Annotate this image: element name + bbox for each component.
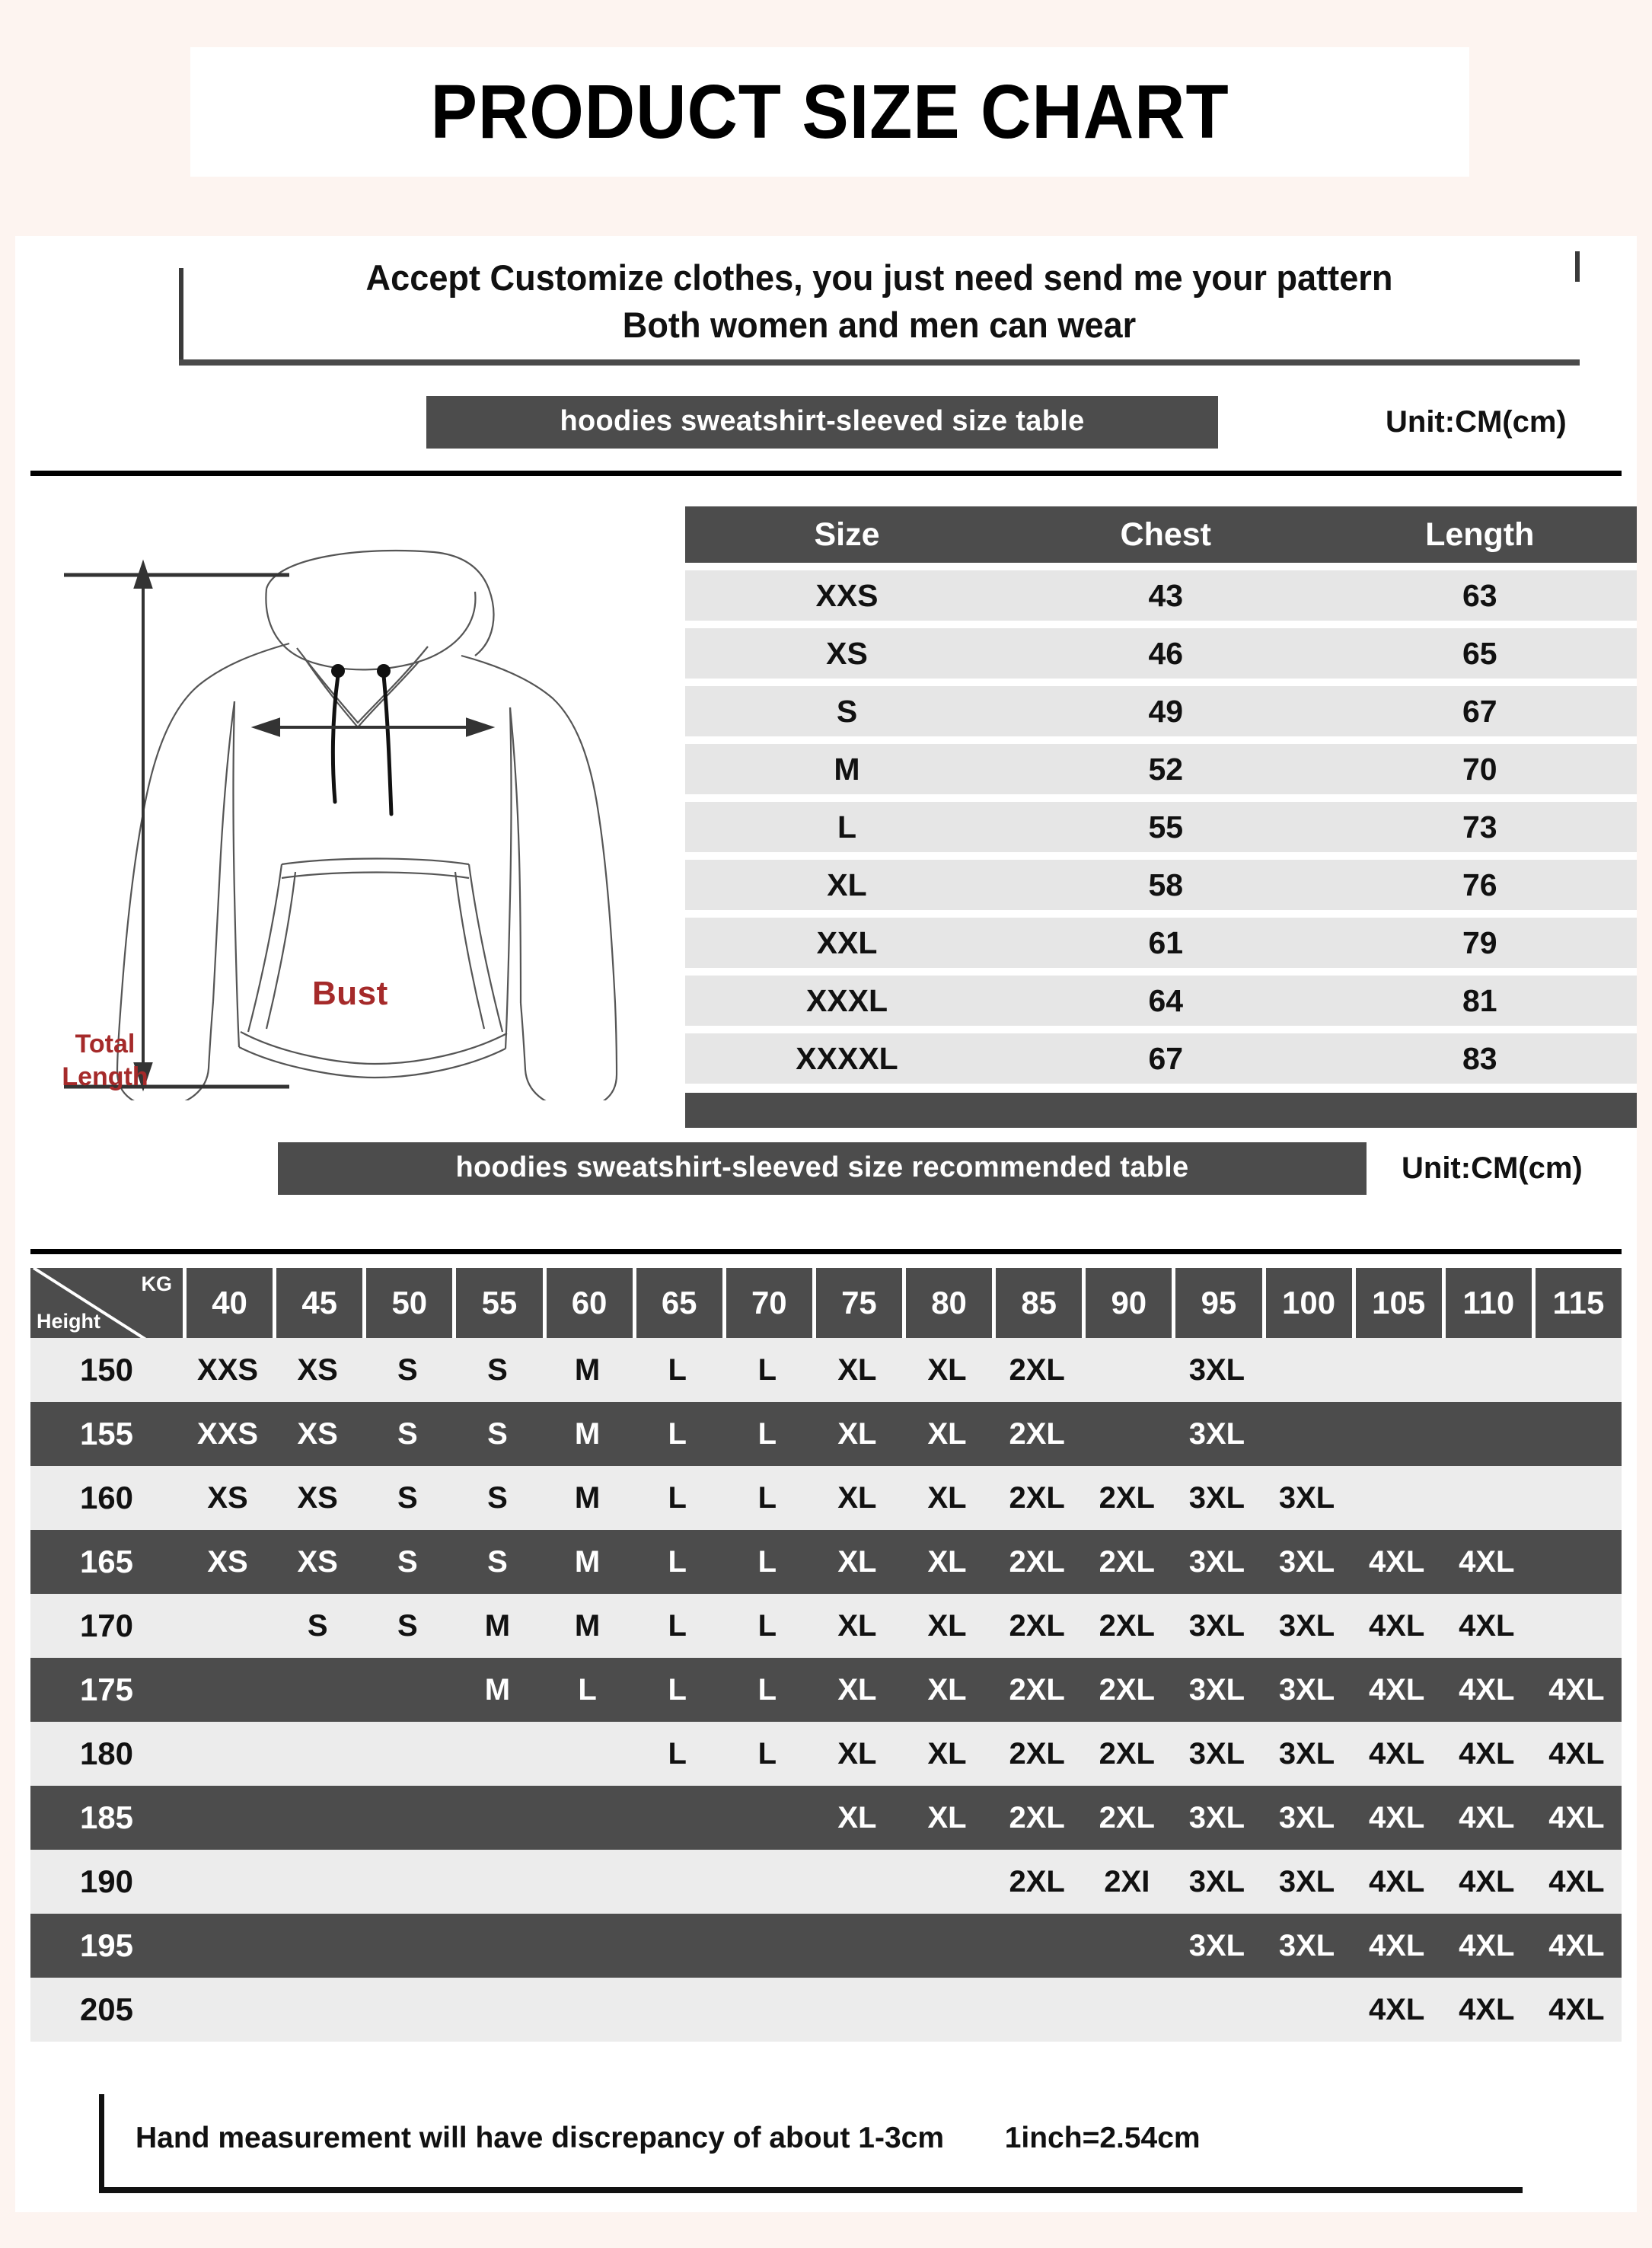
rec-size-cell: XS [207, 1544, 248, 1579]
height-header-cell: 155 [79, 1416, 134, 1451]
weight-header-cell: 95 [1175, 1268, 1261, 1338]
chest-cell: 43 [1009, 570, 1323, 621]
rec-size-cell: L [757, 1608, 777, 1643]
drawstring-grommet-right [377, 664, 391, 678]
rec-size-cell: 3XL [1278, 1608, 1335, 1643]
rec-size-cell: XL [837, 1416, 877, 1451]
weight-header-cell: 100 [1266, 1268, 1352, 1338]
rec-size-cell: 3XL [1278, 1928, 1335, 1962]
rec-grid-row [30, 1850, 1622, 1914]
rec-size-cell: L [668, 1608, 687, 1643]
rec-corner-kg-label: KG [141, 1272, 172, 1295]
page-title: PRODUCT SIZE CHART [430, 69, 1229, 155]
weight-header-cell: 40 [187, 1268, 273, 1338]
rec-size-cell: 3XL [1188, 1608, 1245, 1643]
weight-header-cell: 60 [547, 1268, 633, 1338]
rec-size-cell: L [668, 1672, 687, 1707]
rec-size-cell: 3XL [1188, 1480, 1245, 1515]
rec-size-cell: S [487, 1544, 508, 1579]
rec-size-cell: L [668, 1544, 687, 1579]
rec-size-cell: 4XL [1459, 1864, 1515, 1898]
chest-cell: 49 [1009, 686, 1323, 736]
table-row [685, 976, 1637, 1026]
rec-size-cell: XS [297, 1416, 338, 1451]
rec-size-cell: XL [927, 1608, 967, 1643]
footer-conversion-text: 1inch=2.54cm [1004, 2122, 1201, 2154]
rec-size-cell: 4XL [1548, 1800, 1605, 1834]
rec-size-cell: 3XL [1188, 1352, 1245, 1387]
note-bottom-rule [179, 359, 1580, 366]
rec-size-cell: XL [837, 1480, 877, 1515]
rec-grid-row [30, 1338, 1622, 1402]
rec-grid-row [30, 1786, 1622, 1850]
rec-size-cell: S [397, 1352, 418, 1387]
length-cell: 65 [1323, 628, 1638, 679]
rec-size-cell: 4XL [1459, 1928, 1515, 1962]
rec-size-cell: 2XL [1099, 1736, 1155, 1771]
note-right-rule [1575, 251, 1580, 282]
customize-note [179, 251, 1580, 366]
rec-size-cell: XS [297, 1544, 338, 1579]
rec-size-cell: S [397, 1480, 418, 1515]
size-cell: L [685, 802, 1009, 852]
footer-text-wrap [136, 2122, 1201, 2155]
length-cell: 73 [1323, 802, 1638, 852]
rec-grid-row [30, 1978, 1622, 2042]
rec-size-cell: 4XL [1369, 1928, 1425, 1962]
size-table-body [685, 570, 1637, 1084]
rec-size-cell: S [397, 1544, 418, 1579]
total-length-label [52, 1028, 158, 1093]
weight-header-cell: 55 [456, 1268, 542, 1338]
size-table [685, 499, 1637, 1091]
weight-header-cell: 50 [366, 1268, 452, 1338]
title-band [190, 47, 1469, 177]
rec-size-cell: 2XL [1009, 1800, 1065, 1834]
rec-size-cell: L [757, 1736, 777, 1771]
rec-size-cell: 4XL [1459, 1672, 1515, 1707]
rec-size-cell: L [578, 1672, 597, 1707]
rec-size-cell: 2XL [1009, 1608, 1065, 1643]
rec-size-cell: 4XL [1459, 1608, 1515, 1643]
weight-header-cell: 115 [1536, 1268, 1622, 1338]
note-line-2: Both women and men can wear [622, 305, 1137, 346]
rec-size-cell: 4XL [1369, 1608, 1425, 1643]
size-cell: XXXXL [685, 1033, 1009, 1084]
rec-size-cell: S [487, 1352, 508, 1387]
size-table-footer-bar [685, 1093, 1637, 1128]
rec-size-cell: XL [927, 1736, 967, 1771]
rec-size-cell: 3XL [1188, 1864, 1245, 1898]
size-table-unit: Unit:CM(cm) [1386, 405, 1567, 439]
rec-size-cell: XL [927, 1800, 967, 1834]
table-row [685, 744, 1637, 794]
weight-header-cell: 85 [996, 1268, 1082, 1338]
rec-size-cell: XL [927, 1480, 967, 1515]
rec-size-cell: L [668, 1736, 687, 1771]
rec-size-cell: XS [207, 1480, 248, 1515]
rec-size-cell: 2XL [1009, 1416, 1065, 1451]
rec-size-cell: XS [297, 1352, 338, 1387]
height-header-cell: 195 [79, 1927, 134, 1963]
table-row [685, 802, 1637, 852]
size-cell: XXS [685, 570, 1009, 621]
rec-size-cell: XL [837, 1608, 877, 1643]
rec-size-cell: M [574, 1352, 601, 1387]
weight-header-cell: 70 [726, 1268, 812, 1338]
size-recommendation-grid [30, 1268, 1622, 2042]
rec-size-cell: 2XL [1009, 1544, 1065, 1579]
rec-size-cell: 3XL [1278, 1736, 1335, 1771]
chest-cell: 52 [1009, 744, 1323, 794]
rec-size-cell: 4XL [1548, 1672, 1605, 1707]
length-cell: 70 [1323, 744, 1638, 794]
rec-size-cell: XL [837, 1544, 877, 1579]
rec-size-cell: 4XL [1459, 1800, 1515, 1834]
rec-size-cell: 3XL [1188, 1544, 1245, 1579]
rec-size-cell: 2XL [1009, 1480, 1065, 1515]
height-header-cell: 190 [79, 1863, 134, 1899]
rec-grid-row [30, 1466, 1622, 1530]
rec-size-cell: XXS [197, 1352, 259, 1387]
size-measurement-table [685, 499, 1637, 1128]
weight-header-cell: 90 [1086, 1268, 1172, 1338]
rec-size-cell: S [397, 1608, 418, 1643]
chest-cell: 61 [1009, 918, 1323, 968]
rec-size-cell: 4XL [1369, 1672, 1425, 1707]
rec-corner-height-label: Height [37, 1310, 100, 1333]
weight-header-cell: 45 [276, 1268, 362, 1338]
height-header-cell: 175 [79, 1672, 134, 1707]
chest-cell: 55 [1009, 802, 1323, 852]
rec-size-cell: 2XL [1009, 1672, 1065, 1707]
height-header-cell: 165 [79, 1544, 134, 1579]
rec-size-cell: M [484, 1608, 511, 1643]
rec-size-cell: L [757, 1352, 777, 1387]
chest-cell: 67 [1009, 1033, 1323, 1084]
rec-size-cell: S [487, 1480, 508, 1515]
rec-size-cell: 4XL [1369, 1736, 1425, 1771]
rec-size-cell: XL [837, 1736, 877, 1771]
weight-header-cell: 105 [1356, 1268, 1442, 1338]
height-header-cell: 170 [79, 1608, 134, 1643]
rec-size-cell: 2XL [1009, 1736, 1065, 1771]
weight-header-cell: 75 [816, 1268, 902, 1338]
size-cell: M [685, 744, 1009, 794]
rec-size-cell: L [757, 1544, 777, 1579]
height-header-cell: 160 [79, 1480, 134, 1515]
length-cell: 81 [1323, 976, 1638, 1026]
rec-grid-row [30, 1530, 1622, 1594]
rec-size-cell: XL [927, 1416, 967, 1451]
table-row [685, 686, 1637, 736]
rec-size-cell: 3XL [1278, 1480, 1335, 1515]
rec-size-cell: XL [927, 1672, 967, 1707]
size-table-header-chest: Chest [1009, 506, 1323, 563]
chest-cell: 46 [1009, 628, 1323, 679]
size-cell: XS [685, 628, 1009, 679]
rec-size-cell: L [757, 1480, 777, 1515]
height-header-cell: 180 [79, 1735, 134, 1771]
rec-table-banner-row [15, 1142, 1637, 1195]
size-table-header-row [685, 506, 1637, 563]
length-cell: 76 [1323, 860, 1638, 910]
rec-size-cell: 3XL [1278, 1864, 1335, 1898]
rec-size-cell: 4XL [1459, 1544, 1515, 1579]
size-cell: XL [685, 860, 1009, 910]
rec-size-cell: 4XL [1369, 1992, 1425, 2026]
rec-size-cell: XL [837, 1352, 877, 1387]
table-row [685, 918, 1637, 968]
length-cell: 63 [1323, 570, 1638, 621]
height-header-cell: 185 [79, 1799, 134, 1835]
rec-grid-row [30, 1914, 1622, 1978]
table-row [685, 628, 1637, 679]
table-row [685, 570, 1637, 621]
footer-note [99, 2094, 1523, 2193]
length-cell: 79 [1323, 918, 1638, 968]
rec-size-cell: XXS [197, 1416, 259, 1451]
divider-top [30, 471, 1622, 476]
rec-size-cell: M [484, 1672, 511, 1707]
rec-size-cell: 2XL [1099, 1480, 1155, 1515]
rec-size-cell: S [307, 1608, 328, 1643]
rec-size-cell: XL [927, 1544, 967, 1579]
rec-size-cell: 3XL [1278, 1544, 1335, 1579]
rec-size-cell: L [668, 1480, 687, 1515]
size-table-banner-row [15, 396, 1637, 449]
chest-cell: 64 [1009, 976, 1323, 1026]
rec-size-cell: XL [927, 1352, 967, 1387]
rec-size-cell: 3XL [1188, 1928, 1245, 1962]
height-header-cell: 150 [79, 1352, 134, 1387]
rec-size-cell: 2XL [1009, 1352, 1065, 1387]
rec-size-cell: 2XL [1009, 1864, 1065, 1898]
rec-grid-row [30, 1594, 1622, 1658]
rec-size-cell: 4XL [1459, 1992, 1515, 2026]
rec-grid-row [30, 1402, 1622, 1466]
rec-size-cell: 2XL [1099, 1672, 1155, 1707]
footer-discrepancy-text: Hand measurement will have discrepancy of about 1-3cm [136, 2122, 945, 2154]
size-cell: XXL [685, 918, 1009, 968]
rec-size-cell: 3XL [1188, 1736, 1245, 1771]
rec-grid-row [30, 1722, 1622, 1786]
rec-table-banner: hoodies sweatshirt-sleeved size recommended table [278, 1142, 1367, 1195]
length-cell: 83 [1323, 1033, 1638, 1084]
rec-size-cell: 2XL [1099, 1800, 1155, 1834]
size-table-header-length: Length [1323, 506, 1638, 563]
rec-size-cell: M [574, 1416, 601, 1451]
rec-size-cell: 4XL [1548, 1864, 1605, 1898]
chest-cell: 58 [1009, 860, 1323, 910]
weight-header-cell: 80 [906, 1268, 992, 1338]
height-header-cell: 205 [79, 1991, 134, 2027]
drawstring-grommet-left [331, 664, 345, 678]
rec-size-cell: L [757, 1416, 777, 1451]
rec-size-cell: 4XL [1459, 1736, 1515, 1771]
total-length-label-line1: Total [75, 1030, 136, 1059]
rec-size-cell: M [574, 1608, 601, 1643]
content-sheet [15, 236, 1637, 2212]
rec-size-cell: M [574, 1480, 601, 1515]
footer-left-rule [99, 2094, 104, 2187]
rec-size-cell: 4XL [1369, 1864, 1425, 1898]
rec-size-cell: XS [297, 1480, 338, 1515]
rec-grid-header [30, 1268, 1622, 1338]
rec-size-cell: 4XL [1548, 1992, 1605, 2026]
bust-label: Bust [312, 975, 388, 1012]
size-cell: XXXL [685, 976, 1009, 1026]
rec-size-cell: L [757, 1672, 777, 1707]
divider-mid [30, 1249, 1622, 1254]
rec-size-cell: 3XL [1188, 1672, 1245, 1707]
rec-grid-body [30, 1338, 1622, 2042]
table-row [685, 860, 1637, 910]
length-cell: 67 [1323, 686, 1638, 736]
rec-size-cell: 2XI [1104, 1864, 1150, 1898]
size-table-header-size: Size [685, 506, 1009, 563]
rec-size-cell: XL [837, 1800, 877, 1834]
rec-size-cell: 3XL [1278, 1672, 1335, 1707]
rec-size-cell: 3XL [1188, 1800, 1245, 1834]
footer-bottom-rule [99, 2187, 1523, 2193]
rec-size-cell: 4XL [1369, 1800, 1425, 1834]
rec-size-cell: M [574, 1544, 601, 1579]
rec-size-cell: S [397, 1416, 418, 1451]
rec-grid-corner-cell [30, 1268, 183, 1338]
rec-size-cell: 4XL [1548, 1736, 1605, 1771]
rec-size-cell: L [668, 1352, 687, 1387]
size-cell: S [685, 686, 1009, 736]
rec-size-cell: S [487, 1416, 508, 1451]
rec-size-cell: 3XL [1278, 1800, 1335, 1834]
rec-size-cell: XL [837, 1672, 877, 1707]
rec-table-unit: Unit:CM(cm) [1402, 1151, 1583, 1185]
rec-size-cell: 3XL [1188, 1416, 1245, 1451]
rec-size-cell: 4XL [1369, 1544, 1425, 1579]
rec-size-cell: 2XL [1099, 1608, 1155, 1643]
rec-grid-row [30, 1658, 1622, 1722]
rec-size-cell: 4XL [1548, 1928, 1605, 1962]
rec-size-cell: 2XL [1099, 1544, 1155, 1579]
weight-header-cell: 65 [636, 1268, 722, 1338]
note-line-1: Accept Customize clothes, you just need send me your pattern [365, 257, 1393, 298]
total-length-label-line2: Length [62, 1062, 148, 1091]
note-left-rule [179, 268, 183, 366]
table-row [685, 1033, 1637, 1084]
rec-size-cell: L [668, 1416, 687, 1451]
size-table-banner: hoodies sweatshirt-sleeved size table [426, 396, 1218, 449]
weight-header-cell: 110 [1446, 1268, 1532, 1338]
